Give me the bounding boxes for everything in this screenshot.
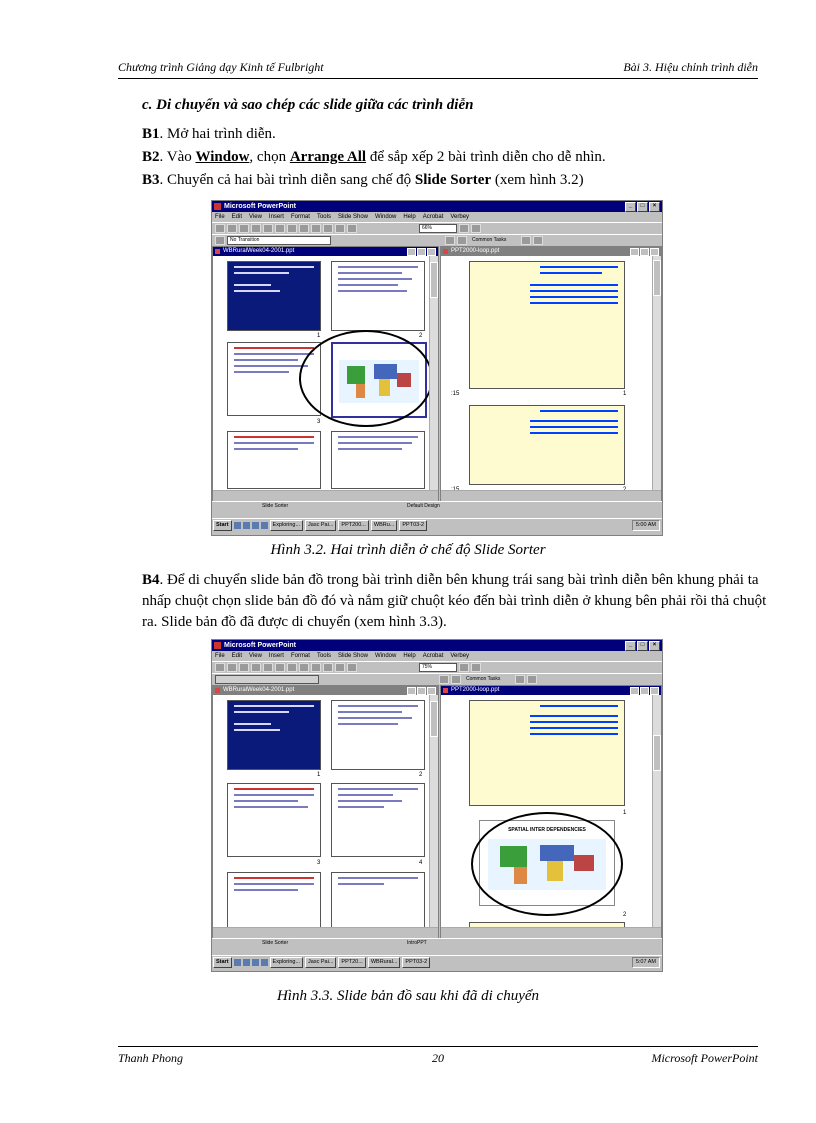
- right-presentation-window[interactable]: [440, 246, 662, 502]
- step-text: . Vào: [159, 149, 196, 165]
- quicklaunch-icon[interactable]: [234, 522, 241, 529]
- left-presentation-window[interactable]: [212, 246, 439, 502]
- view-buttons-bar[interactable]: [213, 490, 438, 501]
- open-icon[interactable]: [227, 224, 237, 233]
- taskbar-button[interactable]: PPT20...: [338, 957, 365, 968]
- bold-icon[interactable]: [521, 236, 531, 245]
- italic-icon[interactable]: [533, 236, 543, 245]
- taskbar-button[interactable]: WBRu...: [371, 520, 397, 531]
- table-icon[interactable]: [347, 663, 357, 672]
- taskbar-button[interactable]: Jasc Pai...: [305, 957, 336, 968]
- menu-slide-show[interactable]: Slide Show: [337, 214, 368, 220]
- save-icon[interactable]: [239, 663, 249, 672]
- window-controls[interactable]: [625, 202, 660, 212]
- figure-caption-3-2: Hình 3.2. Hai trình diễn ở chế độ Slide Sorter: [270, 542, 546, 558]
- hide-slide-icon[interactable]: [445, 236, 455, 245]
- right-pane-title: PPT2000-loop.ppt: [441, 686, 661, 695]
- document-area: [212, 246, 662, 502]
- quicklaunch-icon[interactable]: [243, 522, 250, 529]
- taskbar-button[interactable]: Exploring...: [270, 520, 304, 531]
- italic-icon[interactable]: [527, 675, 537, 684]
- slide-thumbnail[interactable]: [227, 783, 321, 857]
- menu-verbey[interactable]: Verbey: [450, 214, 470, 220]
- spelling-icon[interactable]: [263, 224, 273, 233]
- transition-select[interactable]: No Transition: [227, 236, 331, 245]
- pane-close-icon[interactable]: [427, 248, 436, 256]
- quicklaunch-icon[interactable]: [261, 959, 268, 966]
- taskbar-button[interactable]: Jasc Pai...: [305, 520, 336, 531]
- common-tasks-button[interactable]: Common Tasks: [469, 236, 519, 245]
- open-icon[interactable]: [227, 663, 237, 672]
- maximize-icon[interactable]: □: [637, 202, 648, 212]
- app-title-bar: [212, 640, 662, 651]
- slide-number: 2: [419, 772, 423, 778]
- header-left: Chương trình Giảng dạy Kinh tế Fulbright: [118, 60, 324, 74]
- taskbar-button[interactable]: PPT03-2: [402, 957, 430, 968]
- slide-number: 3: [317, 860, 321, 866]
- step-text: (xem hình 3.2): [491, 172, 584, 188]
- start-button[interactable]: Start: [213, 520, 232, 531]
- slide-number: 2: [419, 333, 423, 339]
- menu-acrobat[interactable]: Acrobat: [422, 653, 444, 659]
- menu-view[interactable]: View: [249, 653, 262, 659]
- step-label: B2: [142, 149, 160, 165]
- step-b2: [142, 147, 606, 167]
- pane-minimize-icon[interactable]: [407, 248, 416, 256]
- app-title: Microsoft PowerPoint: [224, 203, 296, 210]
- pane-close-icon[interactable]: [650, 248, 659, 256]
- slide-thumbnail[interactable]: [331, 261, 425, 331]
- status-view: Slide Sorter: [262, 503, 289, 509]
- redo-icon[interactable]: [323, 224, 333, 233]
- slide-thumbnail[interactable]: [469, 261, 625, 389]
- windows-taskbar: [212, 518, 662, 531]
- page-number: 20: [432, 1051, 444, 1065]
- pane-minimize-icon[interactable]: [407, 687, 416, 695]
- table-icon[interactable]: [347, 224, 357, 233]
- page-header: [118, 60, 758, 79]
- layout-icon[interactable]: [471, 663, 481, 672]
- step-b4: [142, 570, 767, 633]
- left-pane-title: WBRuralWeek04-2001.ppt: [213, 247, 438, 256]
- minimize-icon[interactable]: _: [625, 641, 636, 651]
- app-title: Microsoft PowerPoint: [224, 642, 296, 649]
- start-button[interactable]: Start: [213, 957, 232, 968]
- taskbar-button[interactable]: WBRural...: [368, 957, 401, 968]
- slide-thumbnail[interactable]: [331, 700, 425, 770]
- page-footer: [118, 1046, 758, 1071]
- slide-timing: :15: [451, 391, 460, 397]
- menu-view[interactable]: View: [249, 214, 262, 220]
- pane-maximize-icon[interactable]: [417, 248, 426, 256]
- right-pane-title: PPT2000-loop.ppt: [441, 247, 661, 256]
- pane-minimize-icon[interactable]: [630, 687, 639, 695]
- status-view: Slide Sorter: [262, 940, 289, 946]
- bold-icon[interactable]: [515, 675, 525, 684]
- slide-thumbnail[interactable]: [227, 431, 321, 489]
- slide-thumbnail[interactable]: [469, 700, 625, 806]
- rehearse-icon[interactable]: [457, 236, 467, 245]
- powerpoint-icon: [214, 203, 221, 210]
- menu-help[interactable]: Help: [403, 653, 416, 659]
- taskbar-button[interactable]: PPT03-2: [399, 520, 427, 531]
- step-text: . Mở hai trình diễn.: [159, 126, 276, 142]
- quicklaunch-icon[interactable]: [252, 959, 259, 966]
- summary-icon[interactable]: [215, 236, 225, 245]
- copy-icon[interactable]: [287, 224, 297, 233]
- close-icon[interactable]: ×: [649, 641, 660, 651]
- new-icon[interactable]: [215, 224, 225, 233]
- menu-window[interactable]: Window: [375, 214, 397, 220]
- slide-thumbnail[interactable]: [227, 872, 321, 928]
- help-icon[interactable]: [459, 663, 469, 672]
- maximize-icon[interactable]: □: [637, 641, 648, 651]
- slide-number: 1: [317, 772, 321, 778]
- left-vertical-scrollbar[interactable]: [429, 695, 438, 928]
- cut-icon[interactable]: [275, 663, 285, 672]
- menu-bar: [212, 212, 662, 222]
- save-icon[interactable]: [239, 224, 249, 233]
- redo-icon[interactable]: [323, 663, 333, 672]
- figure-caption-3-3: Hình 3.3. Slide bản đồ sau khi đã di chuyển: [276, 988, 540, 1004]
- menu-edit[interactable]: Edit: [231, 214, 243, 220]
- transition-select[interactable]: [215, 675, 319, 684]
- zoom-select[interactable]: 66%: [419, 224, 457, 233]
- slide-thumbnail[interactable]: [227, 700, 321, 770]
- status-design: Default Design: [407, 503, 440, 509]
- pane-close-icon[interactable]: [650, 687, 659, 695]
- quicklaunch-icon[interactable]: [261, 522, 268, 529]
- section-title: c. Di chuyển và sao chép các slide giữa các trình diễn: [142, 97, 474, 113]
- pane-maximize-icon[interactable]: [640, 687, 649, 695]
- standard-toolbar: [212, 222, 662, 234]
- menu-file[interactable]: File: [215, 214, 225, 220]
- step-text: , chọn: [249, 149, 290, 165]
- header-right: Bài 3. Hiệu chỉnh trình diễn: [623, 60, 758, 74]
- window-menu-term: Window: [195, 149, 250, 165]
- step-label: B3: [142, 172, 160, 188]
- menu-acrobat[interactable]: Acrobat: [422, 214, 444, 220]
- screenshot-figure-3-3: [211, 639, 663, 972]
- taskbar-button[interactable]: PPT200...: [338, 520, 368, 531]
- menu-format[interactable]: Format: [290, 653, 310, 659]
- hide-slide-icon[interactable]: [439, 675, 449, 684]
- chart-icon[interactable]: [335, 663, 345, 672]
- left-pane-title: WBRuralWeek04-2001.ppt: [213, 686, 438, 695]
- menu-slide-show[interactable]: Slide Show: [337, 653, 368, 659]
- status-design: IntroPPT: [407, 940, 427, 946]
- slide-number: 4: [419, 860, 423, 866]
- slide-number: 1: [623, 810, 627, 816]
- undo-icon[interactable]: [311, 663, 321, 672]
- menu-format[interactable]: Format: [290, 214, 310, 220]
- slide-sorter-toolbar: [212, 234, 662, 246]
- window-controls[interactable]: [625, 641, 660, 651]
- help-icon[interactable]: [459, 224, 469, 233]
- pane-maximize-icon[interactable]: [640, 248, 649, 256]
- print-icon[interactable]: [251, 224, 261, 233]
- pane-close-icon[interactable]: [427, 687, 436, 695]
- slide-thumbnail[interactable]: [331, 783, 425, 857]
- slide-thumbnail[interactable]: [469, 405, 625, 485]
- highlight-oval: [299, 330, 433, 427]
- right-presentation-window[interactable]: [440, 685, 662, 939]
- cut-icon[interactable]: [275, 224, 285, 233]
- pane-minimize-icon[interactable]: [630, 248, 639, 256]
- taskbar-button[interactable]: Exploring...: [270, 957, 304, 968]
- common-tasks-button[interactable]: Common Tasks: [463, 675, 513, 684]
- menu-edit[interactable]: Edit: [231, 653, 243, 659]
- document-area: [212, 685, 662, 939]
- chart-icon[interactable]: [335, 224, 345, 233]
- status-bar: [212, 938, 662, 948]
- step-b1: [142, 124, 276, 144]
- step-text: . Chuyển cả hai bài trình diễn sang chế độ: [159, 172, 415, 188]
- rehearse-icon[interactable]: [451, 675, 461, 684]
- pane-controls[interactable]: [630, 248, 659, 256]
- menu-tools[interactable]: Tools: [316, 653, 331, 659]
- highlight-oval: [471, 812, 623, 916]
- view-buttons-bar[interactable]: [441, 490, 661, 501]
- left-vertical-scrollbar[interactable]: [429, 256, 438, 491]
- step-b3: [142, 170, 584, 190]
- paste-icon[interactable]: [299, 663, 309, 672]
- arrange-all-term: Arrange All: [289, 149, 367, 165]
- quicklaunch-icon[interactable]: [252, 522, 259, 529]
- pane-controls[interactable]: [407, 687, 436, 695]
- map-slide-title: SPATIAL INTER DEPENDENCIES: [508, 827, 586, 833]
- slide-number: 1: [317, 333, 321, 339]
- menu-insert[interactable]: Insert: [268, 653, 284, 659]
- minimize-icon[interactable]: _: [625, 202, 636, 212]
- spelling-icon[interactable]: [263, 663, 273, 672]
- layout-icon[interactable]: [471, 224, 481, 233]
- powerpoint-icon: [214, 642, 221, 649]
- pane-controls[interactable]: [630, 687, 659, 695]
- pane-maximize-icon[interactable]: [417, 687, 426, 695]
- paste-icon[interactable]: [299, 224, 309, 233]
- quicklaunch-icon[interactable]: [234, 959, 241, 966]
- view-buttons-bar[interactable]: [213, 927, 438, 938]
- right-vertical-scrollbar[interactable]: [652, 256, 661, 491]
- left-presentation-window[interactable]: [212, 685, 439, 939]
- view-buttons-bar[interactable]: [441, 927, 661, 938]
- screenshot-figure-3-2: [211, 200, 663, 536]
- menu-file[interactable]: File: [215, 653, 225, 659]
- slide-thumbnail[interactable]: [331, 872, 425, 928]
- footer-product: Microsoft PowerPoint: [651, 1051, 758, 1065]
- slide-number: 1: [623, 391, 627, 397]
- step-label: B1: [142, 126, 160, 142]
- status-bar: [212, 501, 662, 511]
- menu-insert[interactable]: Insert: [268, 214, 284, 220]
- menu-bar: [212, 651, 662, 661]
- windows-taskbar: [212, 955, 662, 968]
- slide-number: 3: [317, 419, 321, 425]
- menu-help[interactable]: Help: [403, 214, 416, 220]
- slide-thumbnail[interactable]: [331, 431, 425, 489]
- slide-thumbnail[interactable]: [227, 261, 321, 331]
- standard-toolbar: [212, 661, 662, 673]
- quicklaunch-icon[interactable]: [243, 959, 250, 966]
- right-vertical-scrollbar[interactable]: [652, 695, 661, 928]
- app-title-bar: [212, 201, 662, 212]
- undo-icon[interactable]: [311, 224, 321, 233]
- print-icon[interactable]: [251, 663, 261, 672]
- new-icon[interactable]: [215, 663, 225, 672]
- step-text: . Để di chuyển slide bản đồ trong bài trình diễn bên khung trái sang bài trình diễn bên khung phải ta nhấp chuột chọn slide bản đồ đó và nắm giữ chuột kéo đến bài trình diễn ở khung bên phải rồi thả chuột ra. Slide bản đồ đã được di chuyển (xem hình 3.3).: [142, 572, 767, 630]
- close-icon[interactable]: ×: [649, 202, 660, 212]
- system-clock: 5:00 AM: [632, 520, 660, 531]
- menu-tools[interactable]: Tools: [316, 214, 331, 220]
- slide-number: 2: [623, 912, 627, 918]
- slide-sorter-toolbar: [212, 673, 662, 685]
- menu-verbey[interactable]: Verbey: [450, 653, 470, 659]
- step-label: B4: [142, 572, 160, 588]
- footer-author: Thanh Phong: [118, 1051, 184, 1065]
- pane-controls[interactable]: [407, 248, 436, 256]
- zoom-select[interactable]: 75%: [419, 663, 457, 672]
- slide-sorter-term: Slide Sorter: [414, 172, 492, 188]
- copy-icon[interactable]: [287, 663, 297, 672]
- menu-window[interactable]: Window: [375, 653, 397, 659]
- step-text: để sắp xếp 2 bài trình diễn cho dễ nhìn.: [366, 149, 606, 165]
- system-clock: 5:07 AM: [632, 957, 660, 968]
